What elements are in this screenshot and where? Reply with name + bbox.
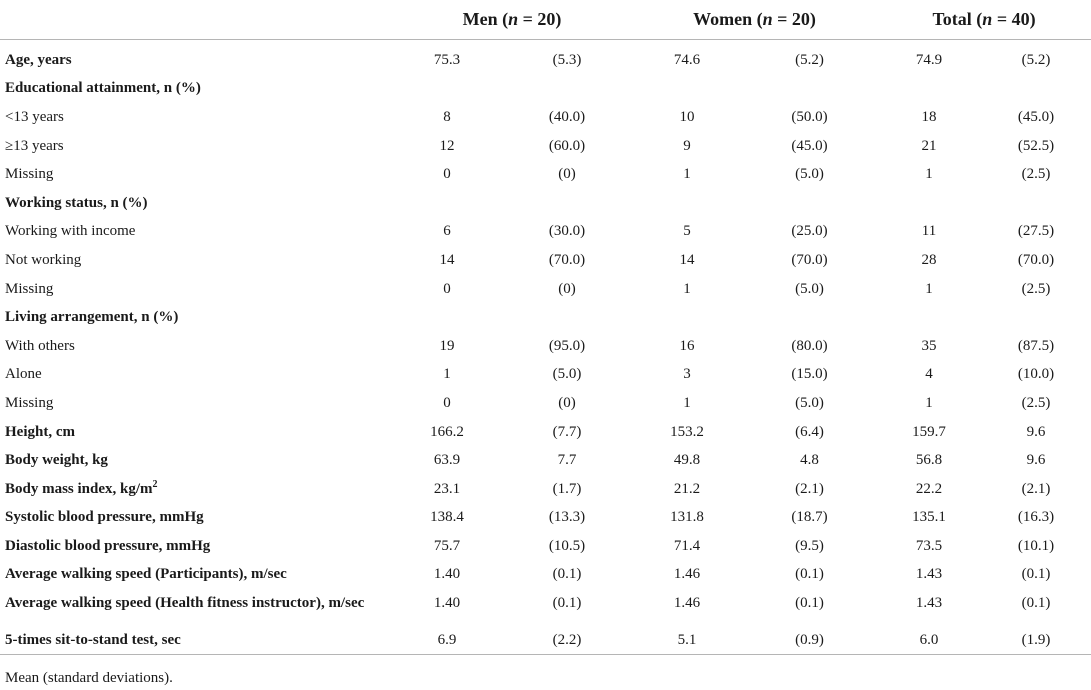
table-row: [0, 532, 1091, 561]
cell-value: (70.0): [791, 251, 828, 268]
cell-value: (10.5): [548, 537, 586, 554]
cell-value: [981, 189, 1091, 218]
cell-value: (5.0): [552, 366, 582, 383]
row-label: 5-times sit-to-stand test, sec: [0, 626, 392, 655]
header-men: Men (n = 20): [392, 0, 632, 40]
cell-value: 18: [921, 108, 937, 125]
cell-value: (87.5): [1017, 337, 1055, 354]
cell-value: 153.2: [670, 423, 704, 440]
table-row: [0, 303, 1091, 332]
cell-value: 0: [443, 394, 451, 411]
cell-value: 1: [443, 366, 451, 383]
cell-value: 10: [679, 108, 695, 125]
row-label: Missing: [5, 394, 54, 411]
cell-value: 1: [683, 166, 691, 183]
row-label: Body mass index, $kg/m^2$: [5, 478, 158, 497]
cell-value: [981, 303, 1091, 332]
cell-value: [502, 189, 632, 218]
cell-value: (1.7): [552, 480, 582, 497]
cell-value: (60.0): [548, 137, 586, 154]
cell-value: (0.1): [795, 566, 824, 583]
table-row: [0, 246, 1091, 275]
cell-value: (10.0): [1017, 366, 1055, 383]
table-row: [0, 189, 1091, 218]
cell-value: [392, 189, 502, 218]
cell-value: 1.43: [915, 566, 943, 583]
cell-value: [502, 75, 632, 104]
cell-value: 6: [443, 223, 451, 240]
table-row: [0, 418, 1091, 447]
table-row: [0, 475, 1091, 504]
cell-value: (0.1): [1021, 566, 1051, 583]
cell-value: 73.5: [915, 537, 943, 554]
cell-value: [632, 303, 742, 332]
cell-value: 135.1: [912, 509, 946, 526]
table-row: [0, 361, 1091, 390]
cell-value: 6.9: [392, 626, 502, 655]
cell-value: (80.0): [791, 337, 828, 354]
cell-value: (70.0): [1017, 251, 1055, 268]
table-body: [0, 46, 1091, 655]
cell-value: (0.1): [552, 595, 582, 612]
cell-value: [877, 303, 981, 332]
table-row: [0, 46, 1091, 75]
cell-value: 14: [439, 251, 455, 268]
table-footnote: Mean (standard deviations).: [5, 670, 173, 686]
cell-value: (7.7): [552, 423, 582, 440]
cell-value: (0.1): [1021, 595, 1051, 612]
cell-value: 56.8: [915, 452, 943, 469]
row-label: Body weight, kg: [5, 452, 108, 469]
table-row: [0, 332, 1091, 361]
cell-value: 1: [683, 280, 691, 297]
row-label: Not working: [5, 251, 82, 268]
cell-value: [392, 75, 502, 104]
row-label: Educational attainment, n (%): [5, 80, 201, 97]
cell-value: (18.7): [791, 509, 828, 526]
cell-value: [742, 75, 877, 104]
cell-value: (52.5): [1017, 137, 1055, 154]
cell-value: 28: [921, 251, 937, 268]
cell-value: [877, 75, 981, 104]
cell-value: (95.0): [548, 337, 586, 354]
table-row: [0, 218, 1091, 247]
cell-value: (45.0): [791, 137, 828, 154]
row-label: Alone: [5, 366, 42, 383]
cell-value: (10.1): [1017, 537, 1055, 554]
cell-value: 1: [925, 166, 933, 183]
cell-value: 0: [443, 280, 451, 297]
cell-value: (50.0): [791, 108, 828, 125]
cell-value: [877, 189, 981, 218]
cell-value: 5.1: [632, 626, 742, 655]
cell-value: 1.43: [915, 595, 943, 612]
cell-value: 7.7: [557, 452, 577, 469]
cell-value: 74.9: [915, 51, 943, 68]
cell-value: (16.3): [1017, 509, 1055, 526]
row-label: Living arrangement, n (%): [5, 309, 179, 326]
table-row: [0, 132, 1091, 161]
cell-value: 166.2: [430, 423, 464, 440]
cell-value: 1.46: [673, 595, 701, 612]
cell-value: (5.0): [795, 280, 824, 297]
header-total: Total (n = 40): [877, 0, 1091, 40]
cell-value: 14: [679, 251, 695, 268]
cell-value: 35: [921, 337, 937, 354]
cell-value: [502, 303, 632, 332]
cell-value: 9.6: [1026, 452, 1046, 469]
cell-value: 1: [683, 394, 691, 411]
cell-value: [742, 189, 877, 218]
row-label: Average walking speed (Health fitness instructor), m/sec: [5, 595, 365, 612]
cell-value: (45.0): [1017, 108, 1055, 125]
cell-value: (15.0): [791, 366, 828, 383]
header-women: Women (n = 20): [632, 0, 877, 40]
cell-value: 9.6: [1026, 423, 1046, 440]
cell-value: 75.7: [433, 537, 461, 554]
cell-value: (0): [558, 280, 576, 297]
cell-value: 75.3: [433, 51, 461, 68]
table-row: [0, 504, 1091, 533]
cell-value: (0.9): [742, 626, 877, 655]
cell-value: (6.4): [795, 423, 824, 440]
cell-value: (0.1): [795, 595, 824, 612]
cell-value: (5.2): [1021, 51, 1051, 68]
row-label: Working status, n (%): [5, 194, 148, 211]
table-row: [0, 561, 1091, 590]
cell-value: [632, 75, 742, 104]
cell-value: (0): [558, 166, 576, 183]
table-header-row: [0, 0, 1091, 40]
cell-value: 16: [679, 337, 695, 354]
cell-value: 1.40: [433, 566, 461, 583]
row-label: With others: [5, 337, 75, 354]
row-label: Missing: [5, 166, 54, 183]
cell-value: 21: [921, 137, 937, 154]
table-row: [0, 389, 1091, 418]
cell-value: (1.9): [981, 626, 1091, 655]
table-row: [0, 589, 1091, 618]
cell-value: (2.5): [1021, 280, 1051, 297]
cell-value: 9: [683, 137, 691, 154]
row-label: Working with income: [5, 223, 136, 240]
row-label: ≥13 years: [5, 137, 64, 154]
cell-value: [632, 189, 742, 218]
cell-value: (25.0): [791, 223, 828, 240]
row-label: Height, cm: [5, 423, 75, 440]
cell-value: (13.3): [548, 509, 586, 526]
cell-value: (30.0): [548, 223, 586, 240]
cell-value: 1: [925, 394, 933, 411]
cell-value: [392, 303, 502, 332]
cell-value: 71.4: [673, 537, 701, 554]
cell-value: (2.5): [1021, 394, 1051, 411]
cell-value: 74.6: [673, 51, 701, 68]
cell-value: (5.0): [795, 394, 824, 411]
cell-value: (27.5): [1017, 223, 1055, 240]
row-label: Systolic blood pressure, mmHg: [5, 509, 204, 526]
cell-value: (2.1): [795, 480, 824, 497]
cell-value: 8: [443, 108, 451, 125]
cell-value: 49.8: [673, 452, 701, 469]
header-blank: [0, 0, 392, 40]
cell-value: (5.0): [795, 166, 824, 183]
row-label: Diastolic blood pressure, mmHg: [5, 537, 211, 554]
cell-value: 1: [925, 280, 933, 297]
table-row: [0, 160, 1091, 189]
cell-value: 131.8: [670, 509, 704, 526]
cell-value: 12: [439, 137, 455, 154]
cell-value: 23.1: [433, 480, 461, 497]
cell-value: 1.46: [673, 566, 701, 583]
cell-value: (5.2): [795, 51, 824, 68]
cell-value: 138.4: [430, 509, 464, 526]
row-label: Missing: [5, 280, 54, 297]
cell-value: 63.9: [433, 452, 461, 469]
cell-value: 11: [921, 223, 937, 240]
table-row: [0, 626, 1091, 655]
cell-value: 159.7: [912, 423, 946, 440]
table-row: [0, 75, 1091, 104]
cell-value: [981, 75, 1091, 104]
cell-value: 19: [439, 337, 455, 354]
cell-value: 6.0: [877, 626, 981, 655]
cell-value: 21.2: [673, 480, 701, 497]
cell-value: 1.40: [433, 595, 461, 612]
row-label: Average walking speed (Participants), m/sec: [5, 566, 287, 583]
cell-value: (0): [558, 394, 576, 411]
cell-value: (5.3): [552, 51, 582, 68]
cell-value: (40.0): [548, 108, 586, 125]
table-row: [0, 275, 1091, 304]
cell-value: 4: [925, 366, 933, 383]
cell-value: 0: [443, 166, 451, 183]
cell-value: (2.1): [1021, 480, 1051, 497]
cell-value: (70.0): [548, 251, 586, 268]
row-label: Age, years: [5, 51, 72, 68]
cell-value: (2.5): [1021, 166, 1051, 183]
cell-value: 5: [683, 223, 691, 240]
cell-value: 22.2: [915, 480, 943, 497]
cell-value: (0.1): [552, 566, 582, 583]
table-row: [0, 103, 1091, 132]
cell-value: 3: [683, 366, 691, 383]
cell-value: (2.2): [502, 626, 632, 655]
row-label: <13 years: [5, 108, 64, 125]
cell-value: 4.8: [800, 452, 819, 469]
table-row: [0, 446, 1091, 475]
cell-value: [742, 303, 877, 332]
cell-value: (9.5): [795, 537, 824, 554]
